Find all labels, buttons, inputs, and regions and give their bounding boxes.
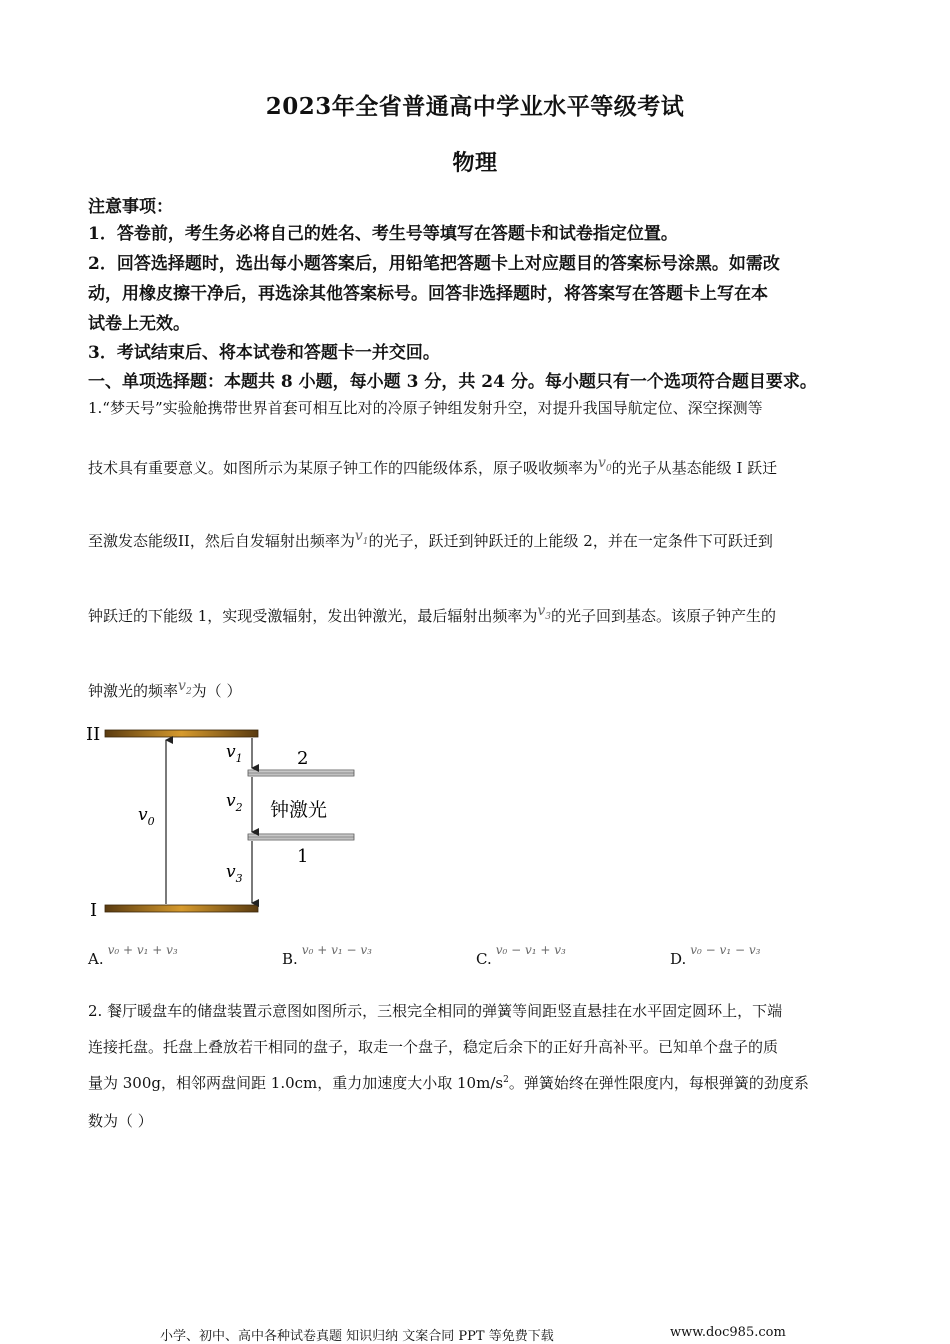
v1-label: $v_1$ <box>226 742 243 765</box>
notice-item-2-line-1: 2．回答选择题时，选出每小题答案后，用铅笔把答题卡上对应题目的答案标号涂黑。如需改 <box>88 254 780 274</box>
level-2-label: 2 <box>297 748 309 769</box>
notice-item-2-line-3: 试卷上无效。 <box>88 314 190 334</box>
q1-line-5: 钟激光的频率$v_2$为（ ） <box>88 678 242 700</box>
clock-laser-label: 钟激光 <box>270 799 328 821</box>
option-d[interactable]: D. $^{v_0 - v_1 - v_3}$ <box>670 943 761 968</box>
q2-line-4: 数为（ ） <box>88 1112 153 1130</box>
footer-text: 小学、初中、高中各种试卷真题 知识归纳 文案合同 PPT 等免费下载 <box>160 1329 554 1344</box>
page-title: 2023年全省普通高中学业水平等级考试 <box>265 93 685 120</box>
level-II-label: II <box>86 724 101 745</box>
level-I-label: I <box>90 900 98 921</box>
level-1-bar <box>248 834 354 840</box>
v3-label: $v_3$ <box>226 862 243 885</box>
symbol-v2: $v_2$ <box>178 678 192 697</box>
q1-line-2: 技术具有重要意义。如图所示为某原子钟工作的四能级体系，原子吸收频率为$v_0$的光子从基态能级 I 跃迁 <box>88 455 778 477</box>
notice-item-1: 1．答卷前，考生务必将自己的姓名、考生号等填写在答题卡和试卷指定位置。 <box>88 224 678 244</box>
notice-heading: 注意事项： <box>88 197 173 217</box>
v2-label: $v_2$ <box>226 791 243 814</box>
q2-line-3: 量为 300g，相邻两盘间距 1.0cm，重力加速度大小取 $10m/s^2$。弹簧始终在弹性限度内，每根弹簧的劲度系 <box>88 1074 809 1092</box>
subject-title: 物理 <box>452 150 498 176</box>
symbol-v3: $v_3$ <box>537 603 551 622</box>
q2-line-1: 2. 餐厅暖盘车的储盘装置示意图如图所示，三根完全相同的弹簧等间距竖直悬挂在水平固定圆环上，下端 <box>88 1002 783 1020</box>
notice-item-2-line-2: 动，用橡皮擦干净后，再选涂其他答案标号。回答非选择题时，将答案写在答题卡上写在本 <box>88 284 768 304</box>
symbol-v0: $v_0$ <box>598 455 612 474</box>
level-2-bar <box>248 770 354 776</box>
symbol-v1: $v_1$ <box>354 528 369 547</box>
footer-site-link[interactable]: www.doc985.com <box>670 1325 786 1340</box>
q2-line-2: 连接托盘。托盘上叠放若干相同的盘子，取走一个盘子，稳定后余下的正好升高补平。已知单个盘子的质 <box>88 1038 779 1056</box>
option-a[interactable]: A. $^{v_0 + v_1 + v_3}$ <box>88 943 178 968</box>
option-b[interactable]: B. $^{v_0 + v_1 - v_3}$ <box>282 943 372 968</box>
level-II-bar <box>105 730 258 737</box>
q1-line-3: 至激发态能级II，然后自发辐射出频率为$v_1$的光子，跃迁到钟跃迁的上能级 2，并在一定条件下可跃迁到 <box>88 528 773 550</box>
v0-label: $v_0$ <box>138 805 155 828</box>
option-c[interactable]: C. $^{v_0 - v_1 + v_3}$ <box>476 943 566 968</box>
q1-line-1: 1.“梦天号”实验舱携带世界首套可相互比对的冷原子钟组发射升空，对提升我国导航定位、深空探测等 <box>88 399 763 417</box>
section-1-heading: 一、单项选择题：本题共 8 小题，每小题 3 分，共 24 分。每小题只有一个选项符合题目要求。 <box>88 372 817 392</box>
energy-level-diagram <box>80 720 380 925</box>
q1-line-4: 钟跃迁的下能级 1，实现受激辐射，发出钟激光，最后辐射出频率为$v_3$的光子回到基态。该原子钟产生的 <box>88 603 776 625</box>
notice-item-3: 3．考试结束后、将本试卷和答题卡一并交回。 <box>88 343 440 363</box>
level-I-bar <box>105 905 258 912</box>
level-1-label: 1 <box>297 846 309 867</box>
